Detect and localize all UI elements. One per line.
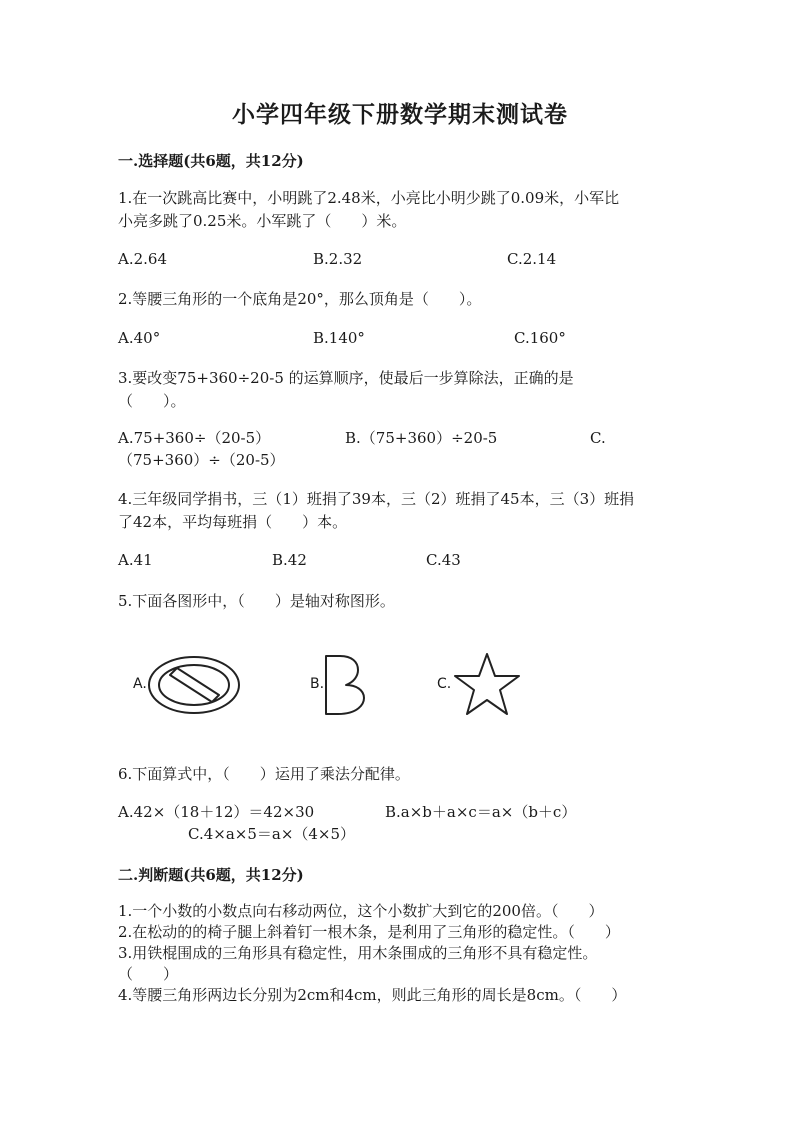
q6-option-c[interactable]: C.4×a×5＝a×（4×5） [188, 825, 356, 843]
q1-option-c[interactable]: C.2.14 [507, 250, 557, 268]
judgment-item-1: 1.一个小数的小数点向右移动两位，这个小数扩大到它的200倍。（ ） [118, 902, 604, 920]
judgment-item-3: 3.用铁棍围成的三角形具有稳定性，用木条围成的三角形不具有稳定性。 [118, 944, 598, 962]
q3-option-a[interactable]: A.75+360÷（20-5） [118, 429, 271, 447]
page-title: 小学四年级下册数学期末测试卷 [232, 101, 568, 128]
q3-option-c-continued: （75+360）÷（20-5） [118, 451, 285, 469]
letter-b-outline-icon[interactable] [320, 652, 370, 718]
q6-option-a[interactable]: A.42×（18＋12）＝42×30 [118, 803, 315, 821]
question-2: 2.等腰三角形的一个底角是20°，那么顶角是（ ）。 [118, 290, 482, 308]
judgment-list [118, 901, 678, 1006]
question-4 [118, 488, 678, 534]
question-4-line2: 了42本，平均每班捐（ ）本。 [118, 513, 348, 531]
q1-option-a[interactable]: A.2.64 [118, 250, 167, 268]
judgment-item-2: 2.在松动的的椅子腿上斜着钉一根木条，是利用了三角形的稳定性。（ ） [118, 923, 620, 941]
question-3-line2: （ ）。 [118, 392, 186, 410]
q3-option-c[interactable]: C. [590, 429, 606, 447]
q6-option-b[interactable]: B.a×b＋a×c＝a×（b＋c） [385, 803, 577, 821]
q4-option-b[interactable]: B.42 [272, 551, 307, 569]
section-heading-choice: 一.选择题(共6题，共12分) [118, 152, 304, 170]
q4-option-a[interactable]: A.41 [118, 551, 153, 569]
question-4-line1: 4.三年级同学捐书，三（1）班捐了39本，三（2）班捐了45本，三（3）班捐 [118, 490, 635, 508]
prohibition-oval-icon[interactable] [146, 653, 242, 717]
star-outline-icon[interactable] [452, 651, 522, 717]
q1-option-b[interactable]: B.2.32 [313, 250, 363, 268]
question-1-line1: 1.在一次跳高比赛中，小明跳了2.48米，小亮比小明少跳了0.09米，小军比 [118, 189, 620, 207]
question-3 [118, 367, 678, 413]
question-3-line1: 3.要改变75+360÷20-5 的运算顺序，使最后一步算除法，正确的是 [118, 369, 574, 387]
judgment-item-4: 4.等腰三角形两边长分别为2cm和4cm，则此三角形的周长是8cm。（ ） [118, 986, 627, 1004]
q5-figure-c-label: C. [437, 676, 452, 692]
q2-option-c[interactable]: C.160° [514, 329, 566, 347]
question-6: 6.下面算式中，（ ）运用了乘法分配律。 [118, 765, 410, 783]
q5-figure-a-label: A. [133, 676, 147, 692]
q5-figure-b-label: B. [310, 676, 325, 692]
q4-option-c[interactable]: C.43 [426, 551, 461, 569]
question-1-line2: 小亮多跳了0.25米。小军跳了（ ）米。 [118, 212, 407, 230]
q2-option-a[interactable]: A.40° [118, 329, 161, 347]
question-5: 5.下面各图形中，（ ）是轴对称图形。 [118, 592, 395, 610]
judgment-item-3-cont: （ ） [118, 965, 179, 983]
section-heading-judgment: 二.判断题(共6题，共12分) [118, 866, 304, 884]
q3-option-b[interactable]: B.（75+360）÷20-5 [345, 429, 498, 447]
q2-option-b[interactable]: B.140° [313, 329, 365, 347]
question-1 [118, 187, 678, 233]
